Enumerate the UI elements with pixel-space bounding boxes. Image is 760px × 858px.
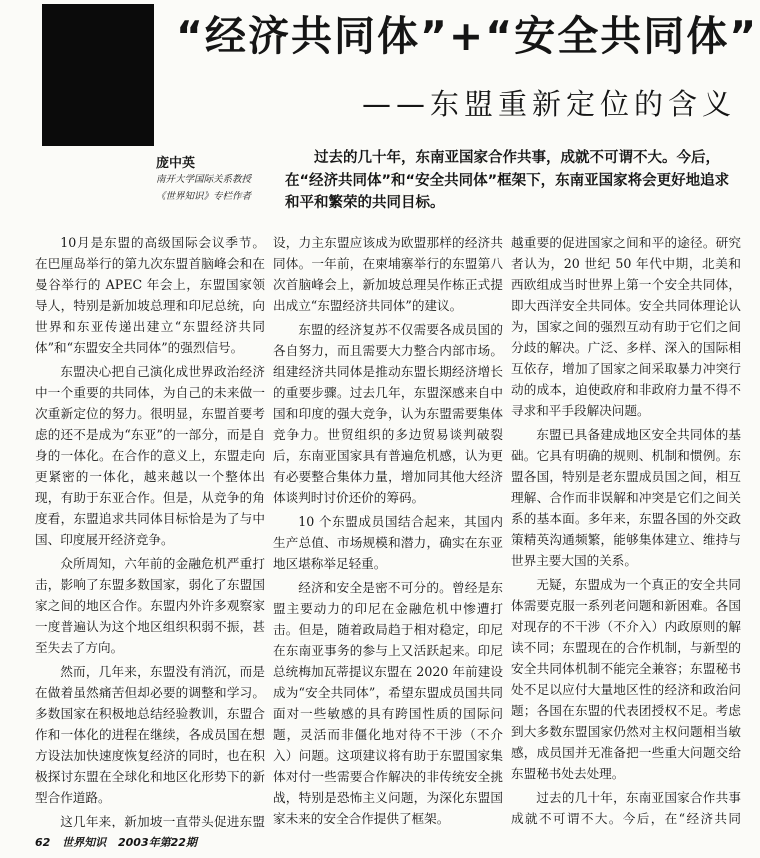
article-column-2: [273, 232, 503, 828]
paragraph: 设，力主东盟应该成为欧盟那样的经济共同体。一年前，在柬埔寨举行的东盟第八次首脑峰会上，新加坡总理吴作栋正式提出成立“东盟经济共同体”的建议。: [273, 235, 503, 313]
author-photo: [42, 4, 154, 146]
paragraph: 这几年来，新加坡一直带头促进东盟: [60, 814, 265, 828]
author-affiliation: 南开大学国际关系教授: [156, 174, 252, 185]
author-column-role: 《世界知识》专栏作者: [156, 191, 252, 202]
paragraph: 10 个东盟成员国结合起来，其国内生产总值、市场规模和潜力，确实在东亚地区堪称举足轻重。: [273, 514, 503, 571]
page-footer: [35, 834, 205, 850]
author-name: 庞中英: [156, 156, 196, 171]
paragraph: 东盟已具备建成地区安全共同体的基础。它具有明确的规则、机制和惯例。东盟各国，特别是老东盟成员国之间，相互理解、合作而非误解和冲突是它们之间关系的基本面。多年来，东盟各国的外交政策精英沟通频繁，能够集体建立、维持与世界主要大国的关系。: [511, 427, 741, 568]
lead-text: 过去的几十年，东南亚国家合作共事，成就不可谓不大。今后，在“经济共同体”和“安全共同体”框架下，东南亚国家将会更好地追求和平和繁荣的共同目标。: [285, 150, 730, 211]
paragraph: 10月是东盟的高级国际会议季节。在巴厘岛举行的第九次东盟首脑峰会和在曼谷举行的 APEC 年会上，东盟国家领导人，特别是新加坡总理和印尼总统，向世界和东亚传递出建立“东盟经济共同体”和“东盟安全共同体”的强烈信号。: [35, 235, 265, 355]
article-column-1: [35, 232, 265, 828]
magazine-name: 世界知识: [62, 836, 107, 849]
paragraph: 众所周知，六年前的金融危机严重打击，影响了东盟多数国家，弱化了东盟国家之间的地区合作。东盟内外许多观察家一度普遍认为这个地区组织积弱不振，甚至失去了方向。: [35, 556, 265, 655]
paragraph: 越重要的促进国家之间和平的途径。研究者认为，20 世纪 50 年代中期，北美和西欧组成当时世界上第一个安全共同体，即大西洋安全共同体。安全共同体理论认为，国家之间的强烈互动有助于它们之间分歧的解决。广泛、多样、深入的国际相互依存，增加了国家之间采取暴力冲突行动的成本，迫使政府和非政府力量不得不寻求和平手段解决问题。: [511, 235, 741, 418]
paragraph: 无疑，东盟成为一个真正的安全共同体需要克服一系列老问题和新困难。各国对现存的不干涉（不介入）内政原则的解读不同；东盟现在的合作机制，与新型的安全共同体机制不能完全兼容；东盟秘书处不足以应付大量地区性的经济和政治问题；各国在东盟的代表团授权不足。考虑到大多数东盟国家仍然对主权问题相当敏感，成员国并无准备把一些重大问题交给东盟秘书处去处理。: [511, 577, 741, 781]
lead-paragraph: [285, 147, 743, 215]
paragraph: 东盟的经济复苏不仅需要各成员国的各自努力，而且需要大力整合内部市场。组建经济共同体是推动东盟长期经济增长的重要步骤。过去几年，东盟深感来自中国和印度的强大竞争，认为东盟需要集体竞争力。世贸组织的多边贸易谈判破裂后，东南亚国家具有普遍危机感，认为更有必要整合集体力量，增加同其他大经济体谈判时讨价还价的筹码。: [273, 322, 503, 505]
issue-label: 2003年第22期: [118, 836, 197, 849]
paragraph: 东盟决心把自己演化成世界政治经济中一个重要的共同体，为自己的未来做一次重新定位的努力。很明显，东盟首要考虑的还不是成为“东亚”的一部分，而是自身的一体化。在合作的意义上，东盟走向更紧密的一体化，越来越以一个整体出现，有助于东亚合作。但是，从竞争的角度看，东盟追求共同体目标恰是为了与中国、印度展开经济竞争。: [35, 364, 265, 547]
page-number: 62: [35, 836, 51, 849]
paragraph: 过去的几十年，东南亚国家合作共事成就不可谓不大。今后，在“经济共同: [511, 790, 741, 826]
article-body: [35, 232, 741, 828]
paragraph: 经济和安全是密不可分的。曾经是东盟主要动力的印尼在金融危机中惨遭打击。但是，随着政局趋于相对稳定，印尼在东南亚事务的参与上又活跃起来。印尼总统梅加瓦蒂提议东盟在 2020 年前建设成为“安全共同体”，希望东盟成员国共同面对一些敏感的具有跨国性质的国际问题，灵活而非僵化地对待不干涉（不介入）问题。这项建议将有助于东盟国家集体对付一些需要合作解决的非传统安全挑战，特别是恐怖主义问题，为深化东盟国家未来的安全合作提供了框架。: [273, 580, 503, 826]
paragraph: 然而，几年来，东盟没有消沉，而是在做着虽然痛苦但却必要的调整和学习。多数国家在积极地总结经验教训，东盟合作和一体化的进程在继续，各成员国在想方设法加快速度恢复经济的同时，也在积极探讨东盟在全球化和地区化形势下的新型合作道路。: [35, 664, 265, 805]
author-block: [156, 152, 280, 205]
page-title: “经济共同体”+“安全共同体”: [176, 12, 759, 60]
article-column-3: [511, 232, 741, 828]
page-subtitle: ——东盟重新定位的含义: [361, 87, 736, 121]
